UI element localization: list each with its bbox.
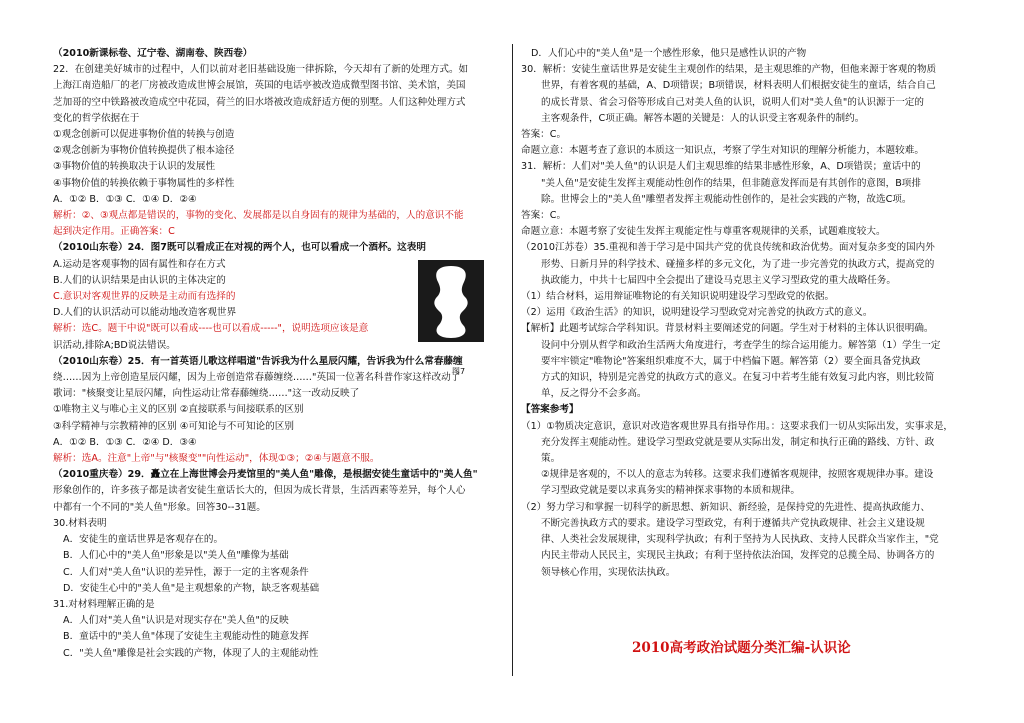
text-line: （2010新课标卷、辽宁卷、湖南卷、陕西卷） [53, 48, 253, 59]
text-line: 律、人类社会发展规律，实现科学执政；有利于坚持为人民执政、支持人民群众当家作主，"党 [541, 534, 939, 546]
text-line: ②规律是客观的，不以人的意志为转移。这要求我们遵循客观规律，按照客观规律办事。建设 [541, 469, 934, 481]
text-line: 命题立意：本题考查了意识的本质这一知识点，考察了学生对知识的理解分析能力，本题较难。 [521, 145, 924, 157]
text-line: A．安徒生的童话世界是客观存在的。 [63, 534, 224, 546]
text-line: 30．解析：安徒生童话世界是安徒生主观创作的结果，是主观思维的产物，但他来源于客观的物质 [521, 64, 937, 76]
text-line: ②观念创新为事物价值转换提供了根本途径 [53, 145, 235, 157]
text-line: A.运动是客观事物的固有属性和存在方式 [53, 258, 226, 270]
text-line: D．安徒生心中的"美人鱼"是主观想象的产物，缺乏客观基础 [63, 582, 320, 594]
rubin-vase-figure [418, 260, 484, 342]
text-line: 解析：②、③观点都是错误的，事物的变化、发展都是以自身固有的规律为基础的，人的意识不能 [53, 210, 464, 222]
text-line: （2010重庆卷）29．矗立在上海世博会丹麦馆里的"美人鱼"雕像，是根据安徒生童话中的"美人鱼" [53, 469, 478, 481]
figure-caption: 图7 [452, 367, 466, 376]
text-line: 执政能力，中共十七届四中全会提出了建设马克思主义学习型政党的重大战略任务。 [541, 274, 896, 286]
text-line: A．①② B．①③ C．②④ D．③④ [53, 436, 197, 448]
text-line: B.人们的认识结果是由认识的主体决定的 [53, 274, 226, 286]
text-line: 歌词："核聚变让星辰闪耀，向性运动让常春藤缠绕……"这一改动反映了 [53, 388, 360, 400]
text-line: C．人们对"美人鱼"认识的差异性，源于一定的主客观条件 [63, 566, 309, 578]
text-line: ①唯物主义与唯心主义的区别 ②直接联系与间接联系的区别 [53, 404, 304, 416]
text-line: （2）运用《政治生活》的知识，说明建设学习型政党对完善党的执政方式的意义。 [521, 307, 873, 319]
page-bottom-title: 2010高考政治试题分类汇编-认识论 [632, 640, 851, 656]
text-line: "美人鱼"是安徒生发挥主观能动性创作的结果，但非随意发挥而是有其创作的意图，B项排 [541, 177, 921, 189]
text-line: 除。世博会上的"美人鱼"雕塑者发挥主观能动性创作的，是社会实践的产物，故选C项。 [541, 193, 912, 205]
text-line: D．人们心中的"美人鱼"是一个感性形象，他只是感性认识的产物 [531, 48, 807, 59]
right-column [521, 46, 975, 581]
text-line: 芝加哥的空中铁路被改造成空中花园，荷兰的旧水塔被改造成舒适方便的别墅。人们这种处理方式 [53, 96, 466, 108]
text-line: 世界，有着客观的基础，A、D项错误；B项错误，材料表明人们根据安徒生的童话，结合自己 [541, 80, 936, 92]
text-line: （2010山东卷）24．图7既可以看成正在对视的两个人，也可以看成一个酒杯。这表明 [53, 242, 426, 254]
text-line: （2010山东卷）25．有一首英语儿歌这样唱道"告诉我为什么星辰闪耀，告诉我为什么常春藤缠 [53, 355, 463, 367]
text-line: 22．在创建美好城市的过程中，人们以前对老旧基础设施一律拆除，今天却有了新的处理方式。如 [53, 64, 469, 76]
text-line: 领导核心作用，实现依法执政。 [541, 566, 676, 578]
left-column [53, 46, 503, 662]
text-line: 【解析】此题考试综合学科知识。背景材料主要阐述党的问题。学生对于材料的主体认识很明确。 [521, 323, 934, 335]
text-line: 【答案参考】 [521, 404, 579, 416]
text-line: （1）结合材料，运用辩证唯物论的有关知识说明建设学习型政党的依据。 [521, 291, 835, 303]
text-line: D.人们的认识活动可以能动地改造客观世界 [53, 307, 237, 319]
text-line: 30.材料表明 [53, 517, 107, 529]
column-divider [512, 44, 513, 676]
text-line: 单，反之得分不会多高。 [541, 388, 647, 400]
text-line: B．人们心中的"美人鱼"形象是以"美人鱼"雕像为基础 [63, 550, 289, 562]
text-line: （1）①物质决定意识，意识对改造客观世界具有指导作用。：这要求我们一切从实际出发，实事求是， [521, 420, 954, 432]
text-line: 上海江南造船厂的老厂房被改造成世博会展馆，英国的电话亭被改造成微型图书馆、美术馆，美国 [53, 80, 466, 92]
text-line: C．"美人鱼"雕像是社会实践的产物，体现了人的主观能动性 [63, 647, 319, 659]
text-line: B．童话中的"美人鱼"体现了安徒生主观能动性的随意发挥 [63, 631, 309, 643]
text-line: 识活动,排除A;BD说法错误。 [53, 339, 176, 351]
text-line: 设问中分别从哲学和政治生活两大角度进行，考查学生的综合运用能力。解答第（1）学生一定 [541, 339, 941, 351]
text-line: 充分发挥主观能动性。建设学习型政党就是要从实际出发，制定和执行正确的路线、方针、政 [541, 436, 935, 448]
text-line: （2）努力学习和掌握一切科学的新思想、新知识、新经验，是保持党的先进性、提高执政能力、 [521, 501, 931, 513]
text-line: A．①② B．①③ C．①④ D．②④ [53, 193, 197, 205]
text-line: 要牢牢锁定"唯物论"答案组织难度不大，属于中档偏下题。解答第（2）要全面具备党执政 [541, 355, 921, 367]
text-line: ③科学精神与宗教精神的区别 ④可知论与不可知论的区别 [53, 420, 294, 432]
text-line: 方式的知识，特别是完善党的执政方式的意义。在复习中若考生能有效复习此内容，则比较简 [541, 372, 935, 384]
text-line: 内民主带动人民民主，实现民主执政；有利于坚持依法治国，发挥党的总揽全局、协调各方的 [541, 550, 935, 562]
text-line: ③事物价值的转换取决于认识的发展性 [53, 161, 216, 173]
text-line: 起到决定作用。正确答案：C [53, 226, 175, 238]
text-line: 不断完善执政方式的要求。建设学习型政党，有利于遵循共产党执政规律、社会主义建设规 [541, 517, 925, 529]
text-line: C.意识对客观世界的反映是主动而有选择的 [53, 291, 236, 303]
text-line: 解析：选C。题干中说"既可以看成----也可以看成-----"，说明选项应该是意 [53, 323, 369, 335]
text-line: 学习型政党就是要以求真务实的精神探求事物的本质和规律。 [541, 485, 801, 497]
text-line: 答案：C。 [521, 210, 567, 222]
text-line: 绕……因为上帝创造星辰闪耀，因为上帝创造常春藤缠绕……"英国一位著名科普作家这样改动了 [53, 372, 461, 384]
text-line: 31．解析：人们对"美人鱼"的认识是人们主观思维的结果非感性形象，A、D项错误；童话中的 [521, 161, 921, 173]
text-line: 的成长背景、省会习俗等形成自己对美人鱼的认识，说明人们对"美人鱼"的认识源于一定的 [541, 96, 924, 108]
text-line: 形象创作的，许多孩子都是读者安徒生童话长大的，但因为成长背景，生活西素等差异，每个人心 [53, 485, 466, 497]
text-line: A．人们对"美人鱼"认识是对现实存在"美人鱼"的反映 [63, 615, 289, 627]
text-line: 主客观条件，C项正确。解答本题的关键是：人的认识受主客观条件的制约。 [541, 112, 865, 124]
text-line: 答案：C。 [521, 129, 567, 141]
text-line: （2010江苏卷）35.重视和善于学习是中国共产党的优良传统和政治优势。面对复杂多变的国内外 [521, 242, 935, 254]
text-line: 变化的哲学依据在于 [53, 112, 140, 124]
text-line: 策。 [541, 453, 561, 465]
text-line: 命题立意：本题考察了安徒生发挥主观能定性与尊重客观规律的关系，试题难度较大。 [521, 226, 886, 238]
text-line: 形势、日新月异的科学技术、碰撞多样的多元文化，为了进一步完善党的执政方式，提高党的 [541, 258, 935, 270]
text-line: 中都有一个不同的"美人鱼"形象。回答30--31题。 [53, 501, 266, 513]
text-line: ④事物价值的转换依赖于事物属性的多样性 [53, 177, 235, 189]
text-line: 31.对材料理解正确的是 [53, 598, 155, 610]
text-line: ①观念创新可以促进事物价值的转换与创造 [53, 129, 235, 141]
text-line: 解析：选A。注意"上帝"与"核聚变""向性运动"，体现①③；②④与题意不服。 [53, 453, 380, 465]
